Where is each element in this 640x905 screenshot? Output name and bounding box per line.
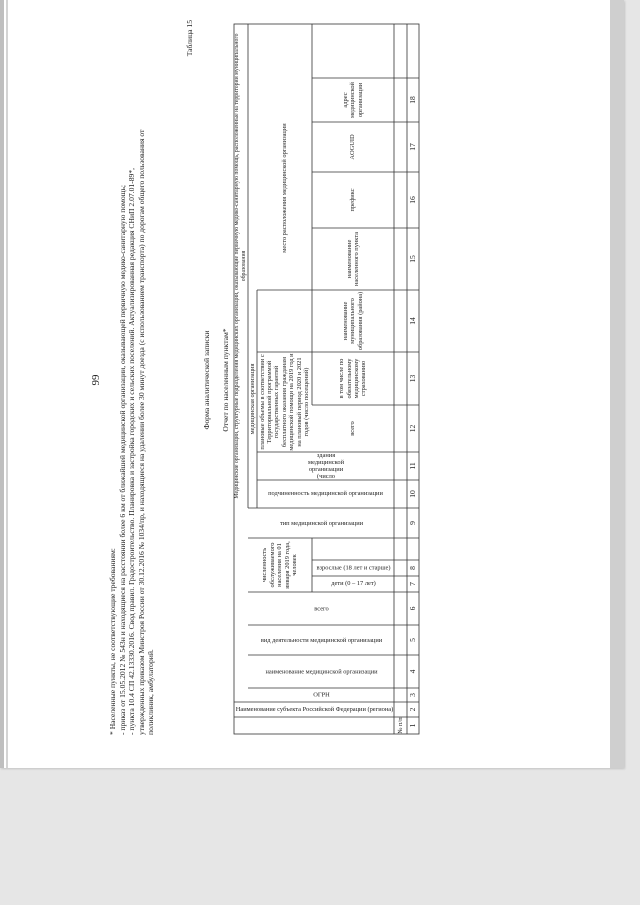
prefix-header: префикс: [349, 188, 357, 212]
location-header: место расположения медицинской организации: [280, 123, 288, 253]
scan-edge: [6, 0, 8, 768]
note-line: поликлиник, амбулаторий.: [146, 649, 156, 735]
col-number: 14: [408, 317, 418, 325]
col-number: 13: [408, 374, 418, 383]
plan-total-header: всего: [349, 421, 357, 436]
col-number: 10: [408, 490, 418, 498]
note-line: * Населенные пункты, не соответствующие требованиям:: [108, 548, 117, 735]
capacity-header: здания медицинской организации (число: [307, 452, 344, 480]
note-line: - пункта 10.4 СП 42.13330.2016. Свод правил. Градостроительство. Планировка и застройка городских и сельских поселений. Актуализированная редакция СНиП 2.07.01-89*,: [127, 167, 137, 735]
rotated-page-content: [12, 10, 612, 750]
col-number: 5: [408, 638, 418, 642]
note-line: - приказ от 15.05.2012 № 543н и находящиеся на расстоянии более 6 км от ближайшей медицинской организации, оказывающей первичную медико-санитарную помощь;: [117, 184, 127, 735]
form-title: Форма аналитической записки: [202, 330, 211, 430]
col-number: 12: [408, 424, 418, 433]
page-number: 99: [90, 374, 102, 386]
col-number: 17: [408, 143, 418, 151]
col-number: 1: [408, 723, 418, 728]
population-header: численность обслуживаемого населения на 01 января 2019 года, человек: [261, 541, 299, 589]
col-number: 6: [408, 606, 418, 611]
group-header: Медицинские организации, структурные подразделения медицинских организаций, оказывающие первичную медико-санитарную помощь, расположенные на территории муниципального образования: [234, 33, 247, 499]
pop-children-header: дети (0 – 17 лет): [330, 580, 376, 588]
col-number: 4: [408, 669, 418, 674]
note-line: утвержденных приказом Минстроя России от 30.12.2016 № 1034/пр, и находящиеся на удалении более 30 минут доезда (с использованием транспорта) по дорогам общего пользования от: [136, 129, 146, 735]
subordination-header: подчиненность медицинской организации: [268, 490, 383, 498]
medical-org-header: медицинская организация: [248, 363, 256, 435]
scan-edge: [610, 0, 624, 768]
table-label: Таблица 15: [185, 20, 194, 57]
scan-edge: [0, 0, 4, 768]
col-number: 11: [408, 462, 418, 470]
settlement-header: наименование населенного пункта: [345, 231, 360, 287]
col-number: 18: [408, 96, 418, 104]
col-number: 3: [408, 693, 418, 697]
aoguid-header: AOGUID: [349, 134, 357, 160]
ogrn-header: ОГРН: [312, 691, 330, 699]
col-no-header: № п/п: [396, 717, 404, 734]
col-number: 8: [408, 566, 418, 570]
report-title: Отчет по населенным пунктам*: [221, 328, 230, 432]
region-header: Наименование субъекта Российской Федерации (региона): [235, 705, 393, 713]
pop-adults-header: взрослые (18 лет и старше): [315, 564, 391, 572]
activity-header: вид деятельности медицинской организации: [260, 636, 382, 644]
plan-oms-header: в том числе по обязательному медицинскому страхованию: [338, 358, 368, 399]
address-header: адрес медицинской организации: [341, 82, 364, 118]
mo-name-header: наименование медицинской организации: [264, 668, 378, 675]
planned-volumes-header: плановые объемы в соответствии с Территориальной программой государственных гарантий бесплатного оказания гражданам медицинской помощи на 2019 год и на плановый период 2020 и 2021 годов (число посещений): [258, 353, 311, 451]
mo-type-header: тип медицинской организации: [279, 519, 363, 527]
col-number: 7: [408, 582, 418, 586]
col-number: 9: [408, 521, 418, 525]
municipality-header: наименование муниципального образования (района): [341, 291, 364, 351]
col-number: 16: [408, 196, 418, 204]
col-number: 2: [408, 707, 418, 712]
col-number: 15: [408, 255, 418, 263]
pop-total-header: всего: [313, 605, 329, 613]
